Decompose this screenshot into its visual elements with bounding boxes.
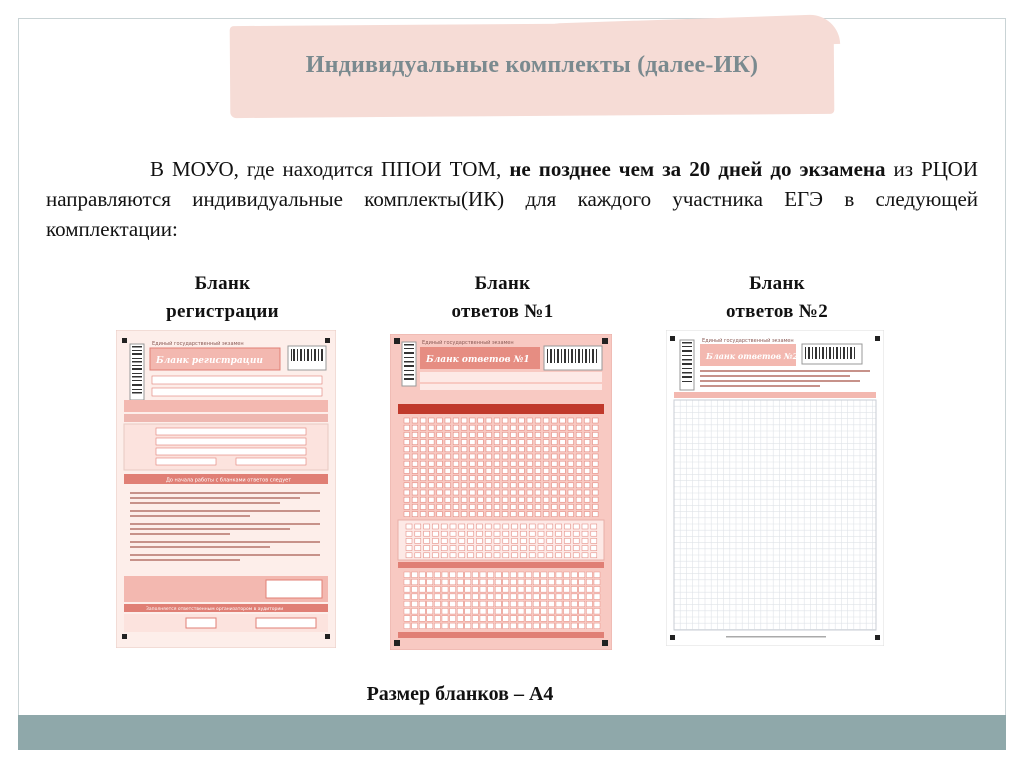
- caption-line: Бланк: [474, 273, 531, 294]
- form-bottom-text: Заполняется ответственным организатором в аудитории: [146, 607, 284, 612]
- form-header: Бланк ответов №1: [426, 355, 530, 365]
- intro-text-1: В МОУО, где находится ППОИ ТОМ,: [150, 157, 510, 181]
- caption-line: ответов №1: [451, 301, 554, 322]
- answers1-form-image: [390, 334, 612, 650]
- answers1-form-caption: [400, 270, 605, 326]
- registration-form-caption: [120, 270, 325, 326]
- answers2-form-caption: [672, 270, 882, 326]
- form-header: Бланк ответов №2: [706, 351, 799, 361]
- form-size-note: Размер бланков – А4: [366, 683, 554, 705]
- intro-paragraph: [46, 154, 978, 244]
- caption-line: Бланк: [194, 273, 251, 294]
- bottom-bar: [18, 715, 1006, 750]
- form-small-header: Единый государственный экзамен: [152, 341, 244, 347]
- form-header: Бланк регистрации: [156, 356, 263, 366]
- page-title: Индивидуальные комплекты (далее-ИК): [305, 52, 759, 78]
- caption-line: ответов №2: [726, 301, 828, 322]
- form-small-header: Единый государственный экзамен: [422, 340, 514, 346]
- registration-form-graphic: [116, 330, 336, 648]
- intro-deadline-bold: не позднее чем за 20 дней до экзамена: [509, 157, 886, 181]
- caption-line: Бланк: [749, 273, 805, 294]
- registration-form-image: [116, 330, 336, 648]
- answers1-form-graphic: [390, 334, 612, 650]
- form-small-header: Единый государственный экзамен: [702, 338, 794, 344]
- intro-text-2: из РЦОИ направляются индивидуальные комплекты(ИК) для каждого участника ЕГЭ в следующей комплектации:: [46, 157, 978, 241]
- answers2-form-image: [666, 330, 884, 646]
- caption-line: регистрации: [166, 301, 279, 322]
- answers2-form-graphic: [666, 330, 884, 646]
- form-section-text: До начала работы с бланками ответов следует: [166, 477, 292, 484]
